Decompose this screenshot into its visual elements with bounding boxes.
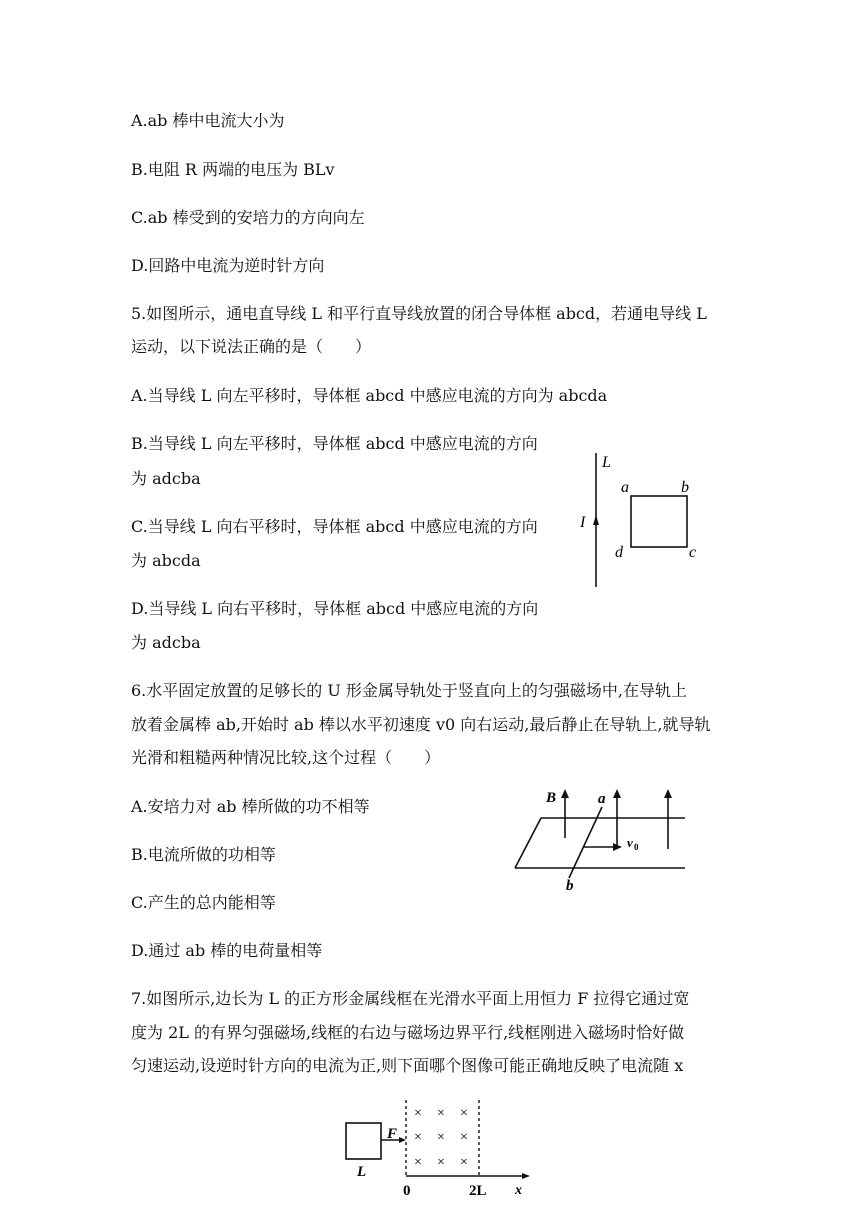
field-arrow-2 [613, 789, 621, 798]
x-axis-arrow [522, 1173, 530, 1179]
field-arrow-1 [561, 789, 569, 798]
q7-stem-line2: 度为 2L 的有界匀强磁场,线框的右边与磁场边界平行,线框刚进入磁场时恰好做 [131, 1023, 685, 1042]
q5-option-c: C.当导线 L 向右平移时，导体框 abcd 中感应电流的方向 [131, 517, 538, 536]
q5-option-a: A.当导线 L 向左平移时，导体框 abcd 中感应电流的方向为 abcda [131, 386, 608, 405]
field-cross: × [414, 1106, 422, 1121]
frame-abcd [631, 496, 687, 547]
label-L: L [602, 454, 611, 471]
q7-figure [335, 1098, 535, 1203]
q5-option-b-cont: 为 adcba [131, 469, 201, 488]
q5-option-b: B.当导线 L 向左平移时，导体框 abcd 中感应电流的方向 [131, 434, 538, 453]
q6-option-a: A.安培力对 ab 棒所做的功不相等 [131, 797, 370, 816]
q5-option-d-cont: 为 adcba [131, 633, 201, 652]
square-frame [346, 1123, 381, 1159]
label-v-subscript: 0 [634, 842, 639, 852]
label-v: v [627, 835, 633, 850]
q4-option-d: D.回路中电流为逆时针方向 [131, 256, 325, 275]
field-cross: × [437, 1106, 445, 1121]
q7-stem-line1: 7.如图所示,边长为 L 的正方形金属线框在光滑水平面上用恒力 F 拉得它通过宽 [131, 989, 690, 1008]
q5-stem-line1: 5.如图所示，通电直导线 L 和平行直导线放置的闭合导体框 abcd，若通电导线 L [131, 304, 707, 323]
label-origin: 0 [403, 1183, 411, 1199]
q4-option-a: A.ab 棒中电流大小为 [131, 111, 285, 130]
q4-option-c: C.ab 棒受到的安培力的方向向左 [131, 208, 365, 227]
label-F: F [387, 1126, 398, 1142]
label-b: b [681, 479, 689, 496]
field-cross: × [460, 1155, 468, 1170]
field-cross: × [414, 1130, 422, 1145]
label-a: a [621, 479, 629, 496]
label-L: L [357, 1164, 367, 1180]
q6-stem-line3: 光滑和粗糙两种情况比较,这个过程（ ） [131, 748, 441, 767]
field-cross: × [460, 1130, 468, 1145]
q7-stem-line3: 匀速运动,设逆时针方向的电流为正,则下面哪个图像可能正确地反映了电流随 x [131, 1056, 684, 1075]
label-I: I [580, 514, 586, 531]
q6-stem-line1: 6.水平固定放置的足够长的 U 形金属导轨处于竖直向上的匀强磁场中,在导轨上 [131, 681, 688, 700]
q5-stem-line2: 运动，以下说法正确的是（ ） [131, 337, 372, 356]
label-d: d [615, 544, 623, 561]
field-cross: × [460, 1106, 468, 1121]
q6-option-b: B.电流所做的功相等 [131, 845, 276, 864]
q6-option-d: D.通过 ab 棒的电荷量相等 [131, 941, 323, 960]
q5-figure [570, 445, 720, 595]
q5-option-d: D.当导线 L 向右平移时，导体框 abcd 中感应电流的方向 [131, 599, 539, 618]
label-a: a [598, 791, 606, 807]
q6-option-c: C.产生的总内能相等 [131, 893, 276, 912]
q4-option-b: B.电阻 R 两端的电压为 BLv [131, 160, 335, 179]
force-arrow [399, 1137, 406, 1143]
field-cross: × [414, 1155, 422, 1170]
field-cross: × [437, 1155, 445, 1170]
rail-left [515, 818, 541, 868]
q6-stem-line2: 放着金属棒 ab,开始时 ab 棒以水平初速度 v0 向右运动,最后静止在导轨上,就导轨 [131, 715, 711, 734]
field-arrow-3 [664, 789, 672, 798]
q6-figure [505, 785, 695, 895]
label-x: x [515, 1183, 522, 1198]
label-b: b [566, 878, 574, 894]
label-2L: 2L [469, 1183, 487, 1199]
field-cross: × [437, 1130, 445, 1145]
label-B: B [546, 790, 557, 806]
current-arrow [593, 515, 599, 525]
q5-option-c-cont: 为 abcda [131, 551, 201, 570]
label-c: c [689, 544, 697, 561]
